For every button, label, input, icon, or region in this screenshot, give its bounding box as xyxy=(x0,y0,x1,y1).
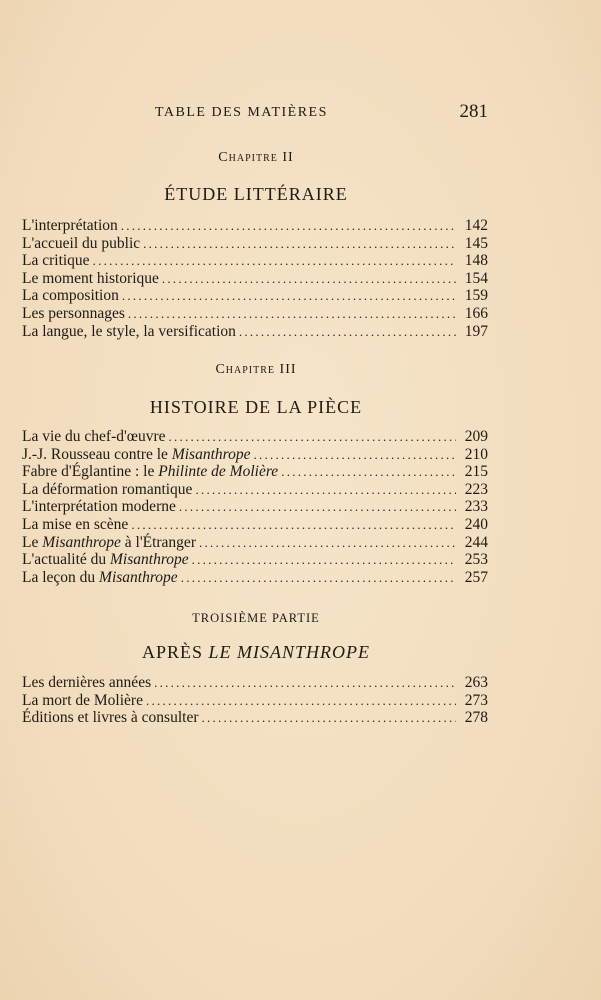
toc-entry xyxy=(22,569,488,587)
toc-entry-title xyxy=(22,481,192,499)
toc-entry-title xyxy=(22,428,166,446)
toc-entry xyxy=(22,498,488,516)
toc-entry-title xyxy=(22,305,125,323)
toc-entry xyxy=(22,323,488,341)
toc-entry xyxy=(22,446,488,464)
toc-entry-page: 159 xyxy=(464,287,488,305)
toc-entry-title xyxy=(22,498,176,516)
toc-entry-title-pre: L'interprétation xyxy=(22,217,118,234)
toc-leader-dots xyxy=(121,217,456,235)
toc-entry-title-pre: La mise en scène xyxy=(22,515,129,533)
toc-entry xyxy=(22,252,488,270)
toc-entry-page: 145 xyxy=(464,234,488,252)
toc-entry-page: 244 xyxy=(464,533,488,551)
page-number: 281 xyxy=(459,101,488,122)
toc-entry-title-pre: Éditions et livres à consulter xyxy=(22,709,199,727)
part-3-label: TROISIÈME PARTIE xyxy=(192,611,320,625)
toc-entry-title-pre: La langue, le style, la versification xyxy=(22,322,236,340)
toc-entry xyxy=(22,428,488,446)
toc-entry-title xyxy=(22,569,178,587)
toc-leader-dots xyxy=(93,252,456,270)
toc-entry-title-pre: Les personnages xyxy=(22,304,125,322)
toc-entry-title-pre: L'actualité du xyxy=(22,551,111,569)
toc-leader-dots xyxy=(128,305,456,323)
toc-leader-dots xyxy=(131,516,456,534)
toc-leader-dots xyxy=(181,569,456,587)
toc-entry-page: 166 xyxy=(464,304,488,322)
toc-leader-dots xyxy=(169,428,456,446)
toc-entry-page: 142 xyxy=(464,217,488,234)
toc-leader-dots xyxy=(239,323,456,341)
toc-leader-dots xyxy=(195,481,456,499)
toc-entry-title-pre: L'interprétation moderne xyxy=(22,498,176,516)
toc-entry-title xyxy=(22,323,236,341)
toc-entry-title-pre: Le moment historique xyxy=(22,269,159,287)
chapter-2-label: Chapitre II xyxy=(218,150,294,165)
toc-entry-page: 209 xyxy=(464,428,488,445)
toc-leader-dots xyxy=(192,551,456,569)
chapter-3-title: HISTOIRE DE LA PIÈCE xyxy=(149,397,363,417)
toc-entry-title-pre: La leçon du xyxy=(22,568,100,586)
toc-entry-title xyxy=(22,516,128,534)
toc-entry xyxy=(22,692,488,710)
toc-entry-title-pre: J.-J. Rousseau contre le xyxy=(22,445,172,463)
toc-entry-title-pre: La vie du chef-d'œuvre xyxy=(22,428,166,445)
toc-entry-page: 148 xyxy=(464,252,488,270)
toc-entry xyxy=(22,674,488,692)
toc-entry-page: 257 xyxy=(464,568,488,586)
toc-entry-page: 215 xyxy=(464,463,488,481)
toc-leader-dots xyxy=(202,709,457,727)
toc-entry-title-pre: La mort de Molière xyxy=(22,691,143,709)
toc-entry-title-pre: L'accueil du public xyxy=(22,234,141,252)
running-title: TABLE DES MATIÈRES xyxy=(155,105,328,120)
toc-entry-title-em: Misanthrope xyxy=(171,445,251,463)
toc-leader-dots xyxy=(146,692,456,710)
running-head xyxy=(22,103,490,129)
toc-entry-title-pre: Le xyxy=(22,533,43,551)
toc-entry-title-pre: La composition xyxy=(22,287,119,305)
toc-entry xyxy=(22,287,488,305)
toc-leader-dots xyxy=(281,463,456,481)
toc-entry-page: 223 xyxy=(464,480,488,498)
toc-list-chapter-3 xyxy=(22,428,488,586)
toc-leader-dots xyxy=(199,534,456,552)
part-3-title xyxy=(22,642,490,663)
toc-entry-title-post: à l'Étranger xyxy=(120,533,196,551)
toc-entry-title-em: Misanthrope xyxy=(110,551,189,569)
toc-entry xyxy=(22,305,488,323)
toc-list-chapter-2 xyxy=(22,217,488,340)
chapter-2-title: ÉTUDE LITTÉRAIRE xyxy=(164,184,348,204)
toc-entry-page: 273 xyxy=(464,691,488,709)
toc-entry-title xyxy=(22,709,199,727)
toc-entry-title xyxy=(22,217,118,235)
toc-entry-title-em: Misanthrope xyxy=(99,568,178,586)
toc-entry-title-em: Misanthrope xyxy=(42,533,121,551)
toc-entry-page: 263 xyxy=(464,674,488,691)
toc-entry-title xyxy=(22,235,140,253)
chapter-3-label: Chapitre III xyxy=(215,362,297,377)
toc-entry xyxy=(22,516,488,534)
toc-leader-dots xyxy=(253,446,456,464)
toc-leader-dots xyxy=(122,287,456,305)
toc-entry-page: 233 xyxy=(464,498,488,516)
toc-entry-title-pre: Fabre d'Églantine : le xyxy=(22,463,159,481)
part-3-title-prefix: APRÈS xyxy=(141,642,209,662)
toc-leader-dots xyxy=(162,270,456,288)
toc-entry-page: 154 xyxy=(464,269,488,287)
toc-entry-title xyxy=(22,551,189,569)
toc-entry xyxy=(22,270,488,288)
toc-entry-title xyxy=(22,534,196,552)
toc-entry-title-pre: La critique xyxy=(22,252,90,270)
toc-entry xyxy=(22,534,488,552)
toc-entry-page: 210 xyxy=(464,445,488,463)
part-3-title-italic: LE MISANTHROPE xyxy=(208,642,371,662)
toc-entry xyxy=(22,463,488,481)
toc-entry xyxy=(22,235,488,253)
toc-entry-page: 253 xyxy=(464,551,488,569)
toc-entry-title xyxy=(22,463,278,481)
toc-entry-page: 278 xyxy=(464,709,488,727)
toc-entry-title xyxy=(22,674,151,692)
toc-entry xyxy=(22,551,488,569)
toc-leader-dots xyxy=(179,498,456,516)
toc-entry-title-pre: Les dernières années xyxy=(22,674,152,691)
toc-list-part-3 xyxy=(22,674,488,727)
toc-entry-title xyxy=(22,287,119,305)
toc-leader-dots xyxy=(143,235,456,253)
toc-entry-page: 197 xyxy=(464,322,488,340)
toc-entry-title-pre: La déformation romantique xyxy=(22,480,193,498)
toc-entry-title xyxy=(22,270,159,288)
toc-entry-title xyxy=(22,692,143,710)
toc-leader-dots xyxy=(154,674,456,692)
toc-entry xyxy=(22,709,488,727)
toc-entry xyxy=(22,481,488,499)
toc-entry-title-em: Philinte de Molière xyxy=(158,463,279,481)
toc-entry-page: 240 xyxy=(464,515,488,533)
toc-entry-title xyxy=(22,252,90,270)
toc-entry xyxy=(22,217,488,235)
toc-entry-title xyxy=(22,446,250,464)
